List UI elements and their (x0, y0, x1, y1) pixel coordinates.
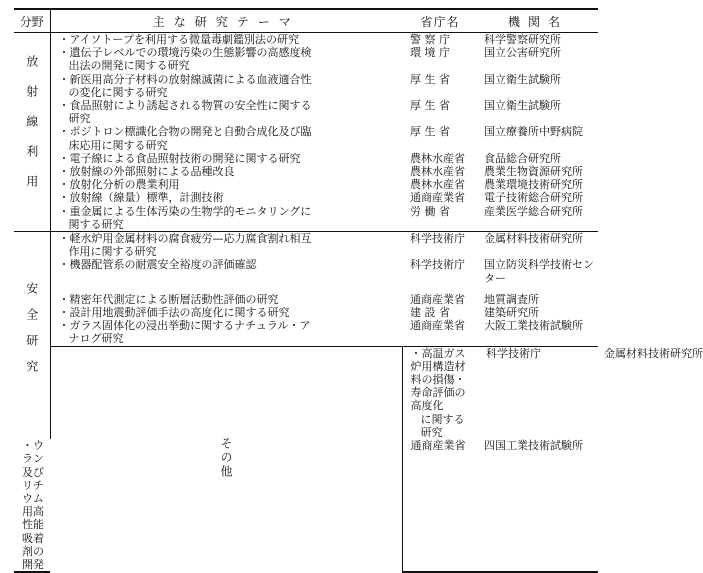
table-row (14, 205, 598, 232)
header-ministry: 省庁名 (402, 9, 478, 33)
theme-line: ・精密年代測定による断層活動性評価の研究 (58, 292, 279, 306)
table-row (14, 152, 598, 165)
table-row (14, 232, 598, 259)
organization-line: 科学警察研究所 (484, 33, 561, 46)
ministry-cell: 環 境 庁 (410, 46, 450, 60)
organization-cell (478, 73, 598, 99)
organization-cell (478, 205, 598, 232)
theme-cell (50, 46, 402, 72)
organization-line: 四国工業技術試験所 (484, 439, 583, 453)
theme-line: ・食品照射により誘起される物質の安全性に関する (58, 99, 312, 113)
organization-cell (478, 33, 598, 47)
ministry-cell: 厚 生 省 (410, 99, 450, 113)
table-row (14, 73, 598, 99)
theme-line: ・高温ガス炉用構造材料の損傷・寿命評価の高度化 (410, 346, 466, 413)
ministry-cell: 厚 生 省 (410, 125, 450, 139)
organization-cell (478, 232, 598, 259)
ministry-cell: 農林水産省 (410, 178, 465, 192)
ministry-cell: 労 働 省 (410, 204, 450, 218)
ministry-cell: 通商産業省 (402, 439, 478, 572)
organization-cell (478, 439, 598, 572)
ministry-cell: 農林水産省 (410, 151, 465, 165)
theme-line: ・遺伝子レベルでの環境汚染の生態影響の高感度検 (58, 46, 312, 60)
organization-line: 大阪工業技術試験所 (484, 319, 583, 333)
header-theme: 主な研究テーマ (50, 9, 402, 33)
theme-cell (50, 178, 402, 191)
organization-line: 国立療養所中野病院 (484, 125, 583, 139)
field-label: 安全研究 (24, 281, 39, 386)
organization-line: 国立衛生試験所 (484, 72, 561, 86)
ministry-cell: 建 設 省 (410, 306, 450, 320)
theme-cell (50, 306, 402, 319)
field-cell (14, 232, 50, 440)
theme-line: ・ガラス固体化の浸出挙動に関するナチュラル・ア (58, 319, 311, 333)
organization-cell (478, 319, 598, 346)
table-row (14, 125, 598, 151)
ministry-cell: 科学技術庁 (410, 258, 465, 272)
header-organization: 機関名 (478, 9, 598, 33)
theme-line: の変化に関する研究 (68, 85, 168, 99)
ministry-cell: 通商産業省 (410, 319, 465, 333)
theme-line: 床応用に関する研究 (68, 138, 168, 152)
organization-cell (478, 258, 598, 284)
theme-cell (50, 99, 402, 125)
theme-cell (50, 33, 402, 47)
theme-line: ・軽水炉用金属材料の腐食疲労—応力腐食割れ相互 (58, 232, 312, 246)
theme-line: 作用に関する研究 (68, 245, 157, 259)
spacer-cell (50, 285, 598, 293)
theme-line: に関する研究 (420, 412, 465, 439)
theme-line: 関する研究 (68, 217, 124, 231)
organization-cell (478, 46, 598, 72)
theme-cell (14, 439, 50, 572)
research-themes-table (14, 8, 703, 573)
table-body (14, 33, 703, 573)
header-row (14, 9, 598, 33)
theme-line: ・重金属による生体汚染の生物学的モニタリングに (58, 204, 312, 218)
theme-cell (50, 258, 402, 284)
organization-cell (478, 306, 598, 319)
theme-cell (50, 293, 402, 306)
theme-line: ・ウラン及びリチウム用高性能吸着剤の開発 (22, 439, 44, 571)
ministry-cell: 厚 生 省 (410, 72, 450, 86)
organization-line: 産業医学総合研究所 (484, 204, 583, 218)
theme-cell (50, 165, 402, 178)
header-field: 分野 (14, 9, 50, 33)
organization-line: 農業環境技術研究所 (484, 178, 583, 192)
field-label: その他 (219, 436, 233, 479)
ministry-cell: 農林水産省 (410, 165, 465, 179)
table-row (14, 46, 598, 72)
organization-line: 国立公害研究所 (484, 46, 561, 60)
organization-cell (478, 99, 598, 125)
theme-line: ・アイソトープを利用する微量毒劇鑑別法の研究 (58, 33, 299, 46)
theme-line: 出法の開発に関する研究 (68, 59, 190, 73)
organization-line: 電子技術総合研究所 (484, 191, 583, 205)
field-label: 放射線利用 (24, 55, 39, 206)
spacer-row (14, 285, 598, 293)
theme-line: ・放射線（線量）標準，計測技術 (58, 191, 224, 205)
table-row (14, 306, 598, 319)
organization-line: 金属材料技術研究所 (484, 232, 583, 246)
theme-line: ・放射線の外部照射による品種改良 (58, 165, 235, 179)
theme-line: ・電子線による食品照射技術の開発に関する研究 (58, 151, 301, 165)
theme-line: ・放射化分析の農業利用 (58, 178, 180, 192)
ministry-cell: 科学技術庁 (478, 346, 598, 439)
theme-cell (50, 205, 402, 232)
theme-cell (50, 125, 402, 151)
ministry-cell: 通商産業省 (410, 292, 465, 306)
theme-line: ・機器配管系の耐震安全裕度の評価確認 (58, 258, 257, 272)
organization-line: 国立防災科学技術セン (484, 258, 594, 272)
organization-cell (478, 152, 598, 165)
organization-cell (478, 165, 598, 178)
table-row (14, 99, 598, 125)
field-cell (50, 346, 402, 572)
theme-cell (50, 152, 402, 165)
theme-line: ナログ研究 (68, 332, 124, 346)
ministry-cell: 科学技術庁 (402, 232, 478, 259)
table-row (14, 319, 598, 346)
organization-line: 食品総合研究所 (484, 151, 561, 165)
theme-line: ・ポジトロン標識化合物の開発と自動合成化及び臨 (58, 125, 312, 139)
theme-cell (402, 346, 478, 439)
theme-cell (50, 232, 402, 259)
organization-cell (478, 293, 598, 306)
table-row (14, 165, 598, 178)
theme-cell (50, 319, 402, 346)
table-row (14, 33, 598, 47)
field-cell (14, 33, 50, 232)
organization-line: 農業生物資源研究所 (484, 165, 583, 179)
theme-line: 研究 (68, 112, 91, 126)
research-themes-document (14, 8, 703, 573)
organization-cell (478, 178, 598, 191)
table-row (14, 293, 598, 306)
table-row (14, 191, 598, 204)
theme-cell (50, 191, 402, 204)
organization-line: 地質調査所 (484, 292, 539, 306)
organization-cell (478, 125, 598, 151)
ministry-cell: 通商産業省 (410, 191, 465, 205)
organization-cell (478, 191, 598, 204)
theme-line: ・設計用地震動評価手法の高度化に関する研究 (58, 306, 290, 320)
organization-line-continued: ター (484, 271, 506, 285)
ministry-cell: 警 察 庁 (402, 33, 478, 47)
theme-line: ・新医用高分子材料の放射線滅菌による血液適合性 (58, 72, 312, 86)
organization-line: 国立衛生試験所 (484, 99, 561, 113)
table-row (14, 258, 598, 284)
theme-cell (50, 73, 402, 99)
table-row: その他 ・高温ガス炉用構造材料の損傷・寿命評価の高度化 に関する研究 科学技術庁 金属材料技術研究所 (14, 346, 598, 439)
table-row (14, 178, 598, 191)
organization-line: 建築研究所 (484, 306, 539, 320)
